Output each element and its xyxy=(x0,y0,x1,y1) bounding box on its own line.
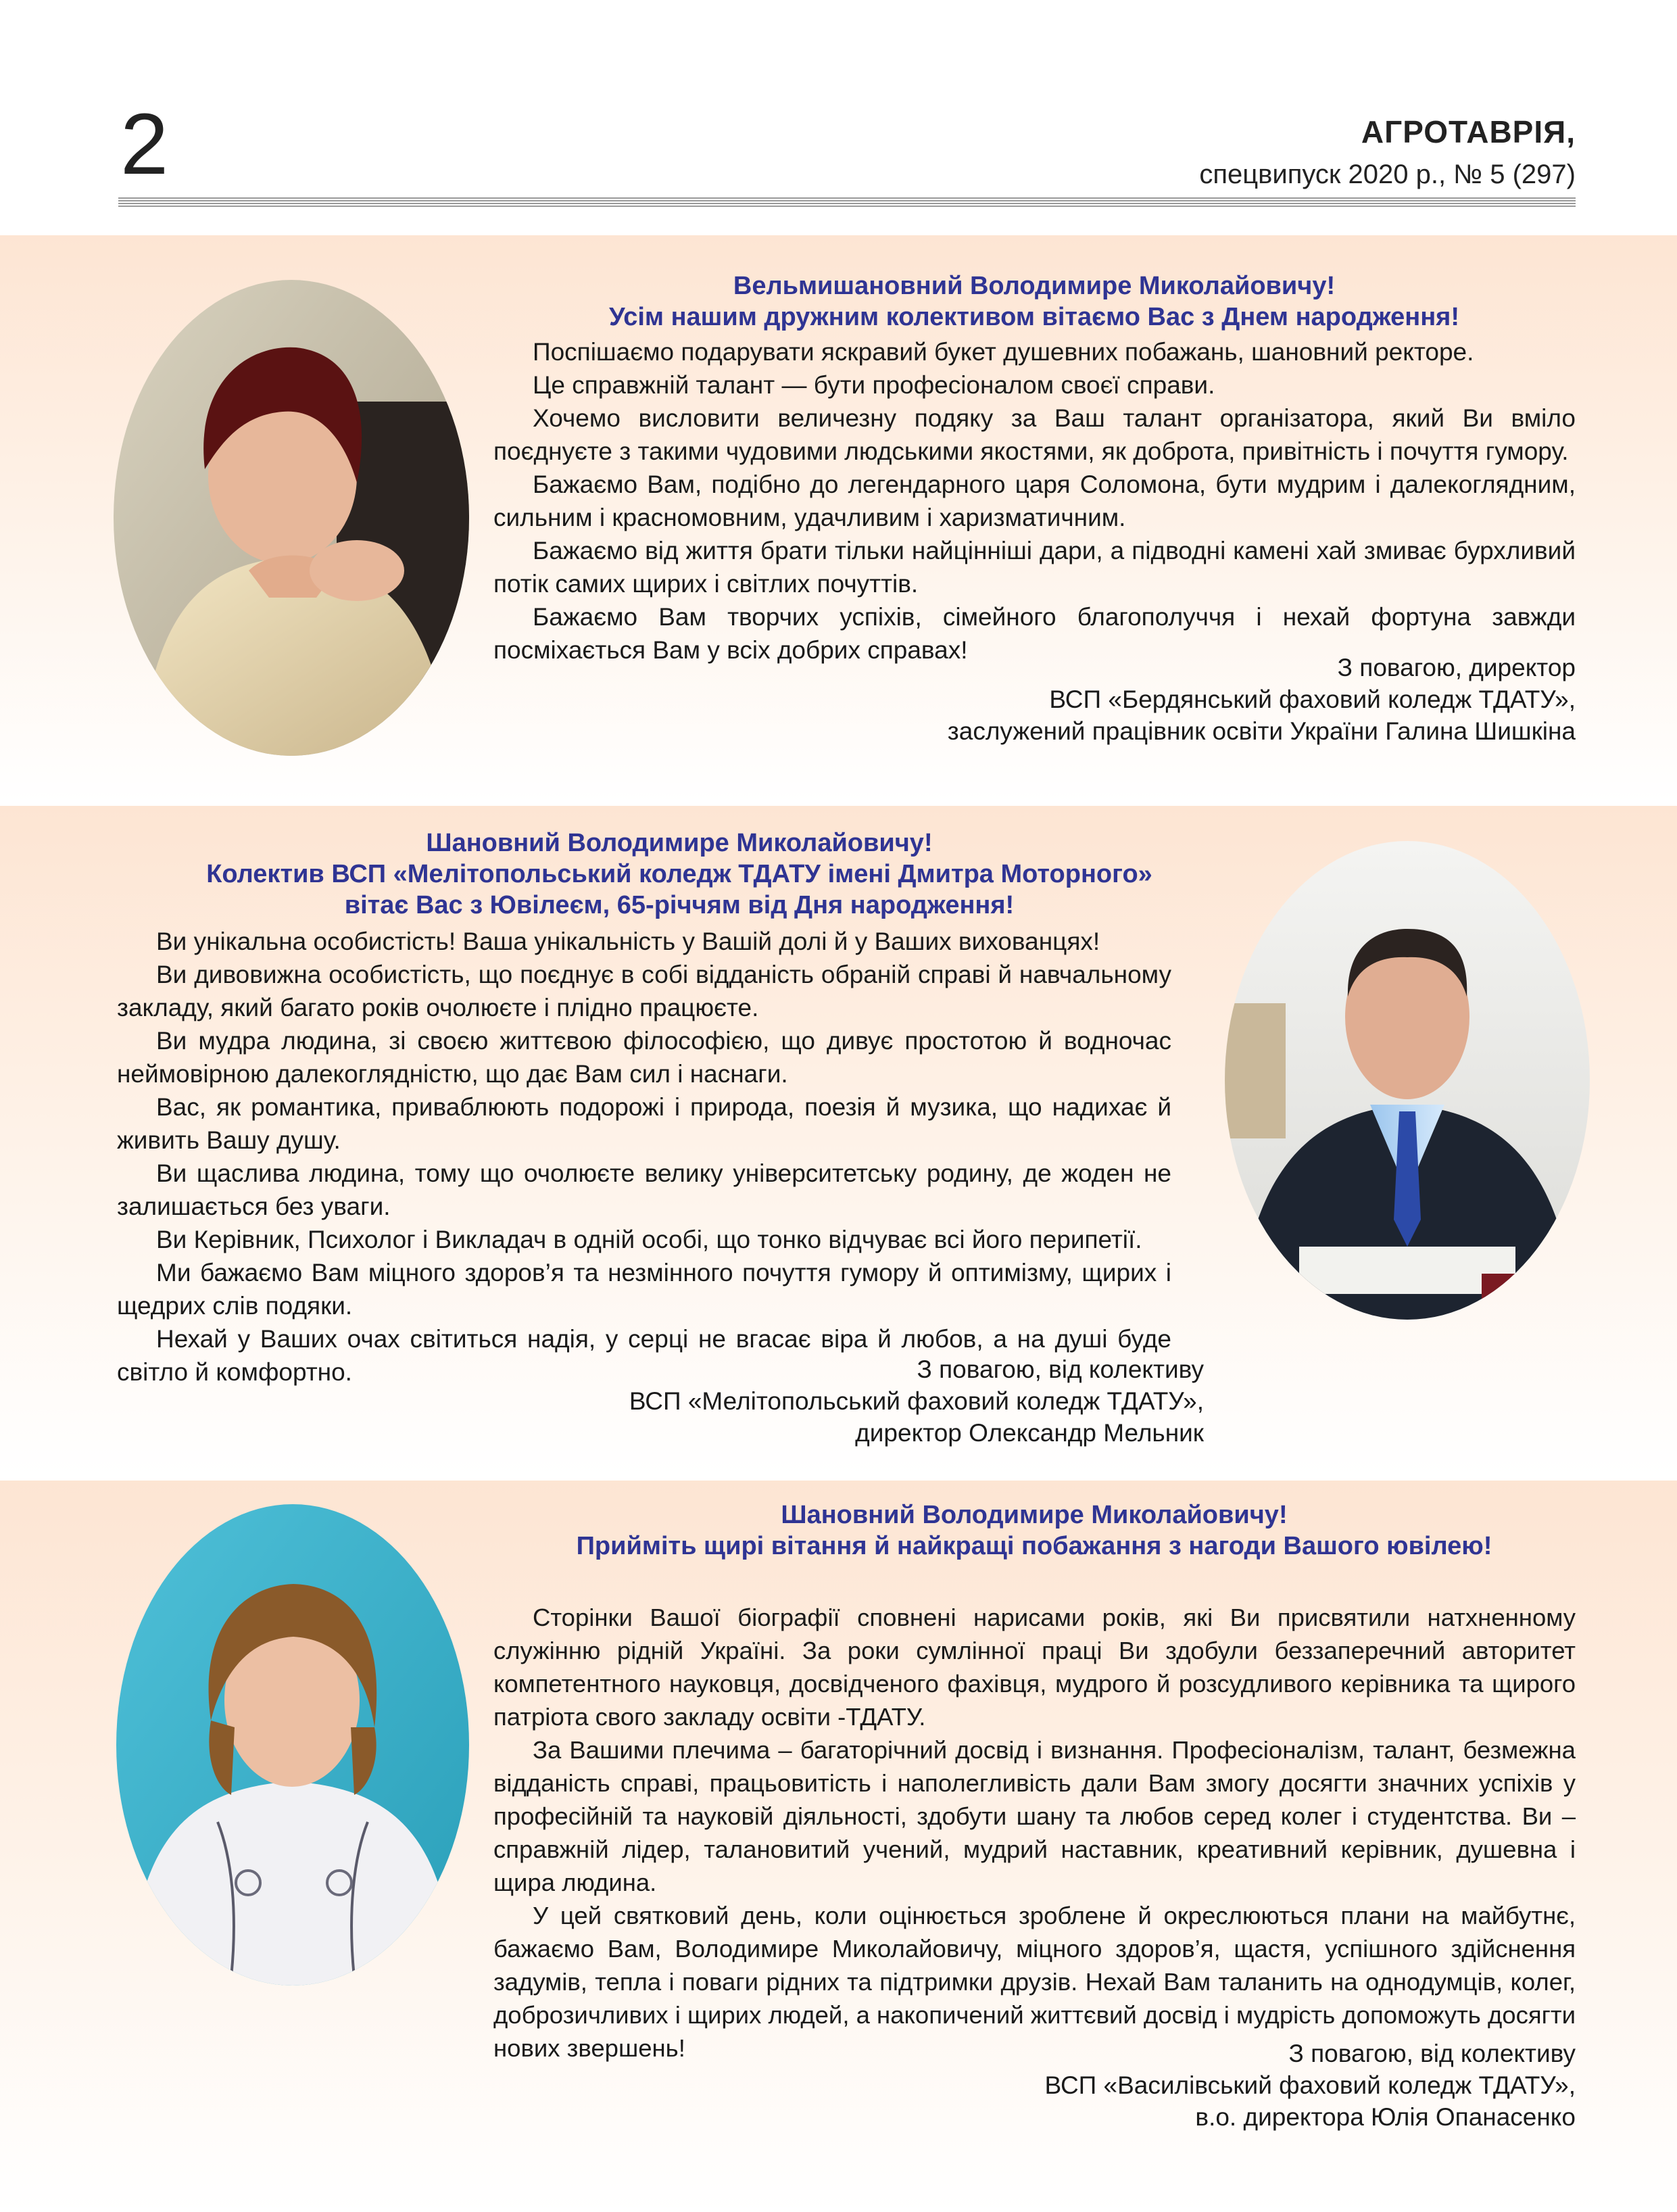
greeting-paragraph: Сторінки Вашої біографії сповнені нарисами років, які Ви присвятили натхненному служінню рідній Україні. За роки сумлінної праці Ви здобули беззаперечний авторитет компетентного науковця, досвідченого фахівця, мудрого й розсудливого керівника та щирого патріота свого закладу освіти -ТДАТУ. xyxy=(493,1604,1576,1731)
greeting-body xyxy=(493,1601,1576,2065)
issue-info: спецвипуск 2020 р., № 5 (297) xyxy=(1199,160,1576,189)
greeting-melitopol xyxy=(0,806,1677,1475)
portrait-woman-photo xyxy=(116,1504,469,1986)
publication-title: АГРОТАВРІЯ, xyxy=(1361,114,1576,149)
header-divider xyxy=(118,197,1576,207)
greeting-paragraph: Ви Керівник, Психолог і Викладач в одній особі, що тонко відчуває всі його перипетії. xyxy=(156,1226,1142,1253)
portrait-man-photo xyxy=(1225,841,1590,1320)
page-number: 2 xyxy=(120,96,169,193)
greeting-vasylivka xyxy=(0,1481,1677,2212)
greeting-paragraph: За Вашими плечима – багаторічний досвід і визнання. Професіоналізм, талант, безмежна відданість справі, працьовитість і наполегливість дали Вам змогу досягти значних успіхів у професійній та науковій діяльності, здобути шану та любов серед колег і студентства. Ви – справжній лідер, талановитий учений, мудрий наставник, креативний керівник, душевна і щира людина. xyxy=(493,1736,1576,1896)
greeting-paragraph: Ви унікальна особистість! Ваша унікальність у Вашій долі й у Ваших вихованцях! xyxy=(156,928,1100,955)
greeting-paragraph: Нехай у Ваших очах світиться надія, у серці не вгасає віра й любов, а на душі буде світло й комфортно. xyxy=(117,1325,1171,1386)
greeting-paragraph: У цей святковий день, коли оцінюється зроблене й окреслюються плани на майбутнє, бажаємо Вам, Володимире Миколайовичу, міцного здоров’я, щастя, успішного здійснення задумів, тепла і поваги рідних та підтримки друзів. Нехай Вам таланить на однодумців, колег, доброзичливих і щирих людей, а накопичений життєвий досвід і мудрість допоможуть досягти нових звершень! xyxy=(493,1902,1576,2062)
greeting-signature: З повагою, від колективу ВСП «Василівський фаховий коледж ТДАТУ», в.о. директора Юлія Опанасенко xyxy=(1044,2040,1576,2131)
portrait-woman-photo xyxy=(114,280,469,756)
greeting-heading: Шановний Володимире Миколайовичу! Колектив ВСП «Мелітопольський коледж ТДАТУ імені Дмитра Моторного» вітає Вас з Ювілеєм, 65-річчям від Дня народження! xyxy=(206,829,1152,919)
greeting-paragraph: Це справжній талант — бути професіоналом своєї справи. xyxy=(533,371,1215,399)
greeting-paragraph: Хочемо висловити величезну подяку за Ваш талант організатора, який Ви вміло поєднуєте з такими чудовими людськими якостями, як доброта, привітність і почуття гумору. xyxy=(493,404,1576,465)
greeting-paragraph: Бажаємо Вам творчих успіхів, сімейного благополуччя і нехай фортуна завжди посміхається Вам у всіх добрих справах! xyxy=(493,603,1576,664)
greeting-signature: З повагою, директор ВСП «Бердянський фаховий коледж ТДАТУ», заслужений працівник освіти України Галина Шишкіна xyxy=(947,654,1576,745)
greeting-paragraph: Ми бажаємо Вам міцного здоров’я та незмінного почуття гумору й оптимізму, щирих і щедрих слів подяки. xyxy=(117,1259,1171,1320)
greeting-paragraph: Бажаємо від життя брати тільки найцінніші дари, а підводні камені хай змиває бурхливий потік самих щирих і світлих почуттів. xyxy=(493,537,1576,598)
greeting-paragraph: Вас, як романтика, приваблюють подорожі і природа, поезія й музика, що надихає й живить Вашу душу. xyxy=(117,1093,1171,1154)
greeting-paragraph: Поспішаємо подарувати яскравий букет душевних побажань, шановний ректоре. xyxy=(533,338,1474,366)
masthead xyxy=(1199,114,1576,190)
greeting-body xyxy=(117,925,1171,1389)
greeting-body xyxy=(493,335,1576,667)
greeting-heading: Вельмишановний Володимире Миколайовичу! Усім нашим дружним колективом вітаємо Вас з Днем народження! xyxy=(608,272,1460,331)
greeting-paragraph: Ви мудра людина, зі своєю життєвою філософією, що дивує простотою й водночас неймовірною далекоглядністю, що дає Вам сил і наснаги. xyxy=(117,1027,1171,1088)
greeting-heading: Шановний Володимире Миколайовичу! Прийміть щирі вітання й найкращі побажання з нагоди Вашого ювілею! xyxy=(576,1501,1492,1560)
greeting-paragraph: Ви щаслива людина, тому що очолюєте велику університетську родину, де жоден не залишається без уваги. xyxy=(117,1159,1171,1220)
greeting-paragraph: Бажаємо Вам, подібно до легендарного царя Соломона, бути мудрим і далекоглядним, сильним і красномовним, удачливим і харизматичним. xyxy=(493,471,1576,531)
greeting-signature: З повагою, від колективу ВСП «Мелітопольський фаховий коледж ТДАТУ», директор Олександр Мельник xyxy=(629,1355,1204,1447)
greeting-berdiansk xyxy=(0,235,1677,803)
greeting-paragraph: Ви дивовижна особистість, що поєднує в собі відданість обраній справі й навчальному закладу, який багато років очолюєте і плідно працюєте. xyxy=(117,961,1171,1021)
